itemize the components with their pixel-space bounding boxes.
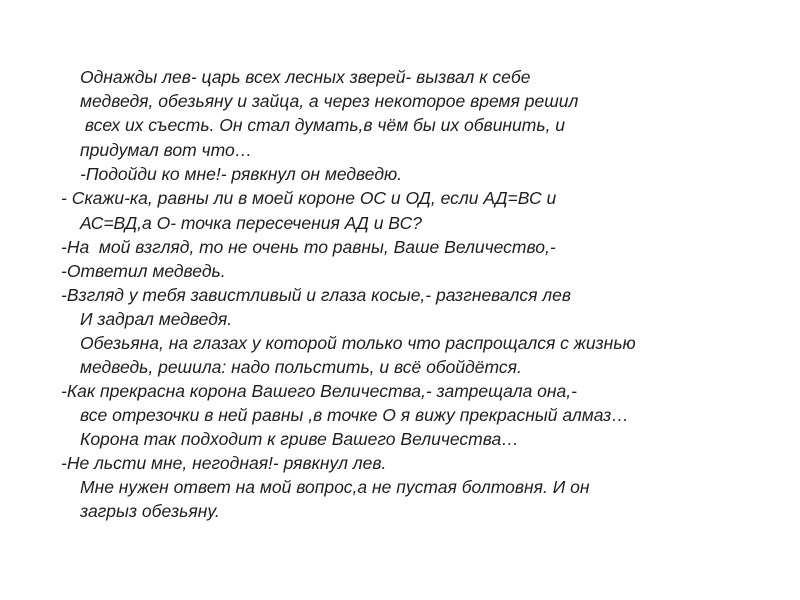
text-line: АС=ВД,а О- точка пересечения АД и ВС? <box>80 213 422 233</box>
text-line: -Взгляд у тебя завистливый и глаза косые,- разгневался лев <box>61 285 572 305</box>
text-line: Мне нужен ответ на мой вопрос,а не пустая болтовня. И он <box>80 477 590 497</box>
text-line: -Не льсти мне, негодная!- рявкнул лев. <box>61 453 387 473</box>
text-line: медведь, решила: надо польстить, и всё обойдётся. <box>80 357 522 377</box>
text-line: все отрезочки в ней равны ,в точке О я вижу прекрасный алмаз… <box>80 405 629 425</box>
text-line: Корона так подходит к гриве Вашего Величества… <box>80 429 519 449</box>
text-line: -Как прекрасна корона Вашего Величества,- затрещала она,- <box>61 381 577 401</box>
text-line: -На мой взгляд, то не очень то равны, Ваше Величество,- <box>61 237 556 257</box>
text-line: Однажды лев- царь всех лесных зверей- вызвал к себе <box>80 67 531 87</box>
text-line: Обезьяна, на глазах у которой только что распрощался с жизнью <box>80 333 636 353</box>
text-line: - Скажи-ка, равны ли в моей короне ОС и ОД, если АД=ВС и <box>61 188 557 208</box>
text-line: загрыз обезьяну. <box>80 501 220 521</box>
text-line: медведя, обезьяну и зайца, а через некоторое время решил <box>80 91 579 111</box>
text-line: всех их съесть. Он стал думать,в чём бы их обвинить, и <box>80 115 566 135</box>
text-line: -Подойди ко мне!- рявкнул он медведю. <box>80 164 403 184</box>
text-line: придумал вот что… <box>80 140 253 160</box>
text-line: -Ответил медведь. <box>61 261 226 281</box>
text-line: И задрал медведя. <box>80 309 233 329</box>
